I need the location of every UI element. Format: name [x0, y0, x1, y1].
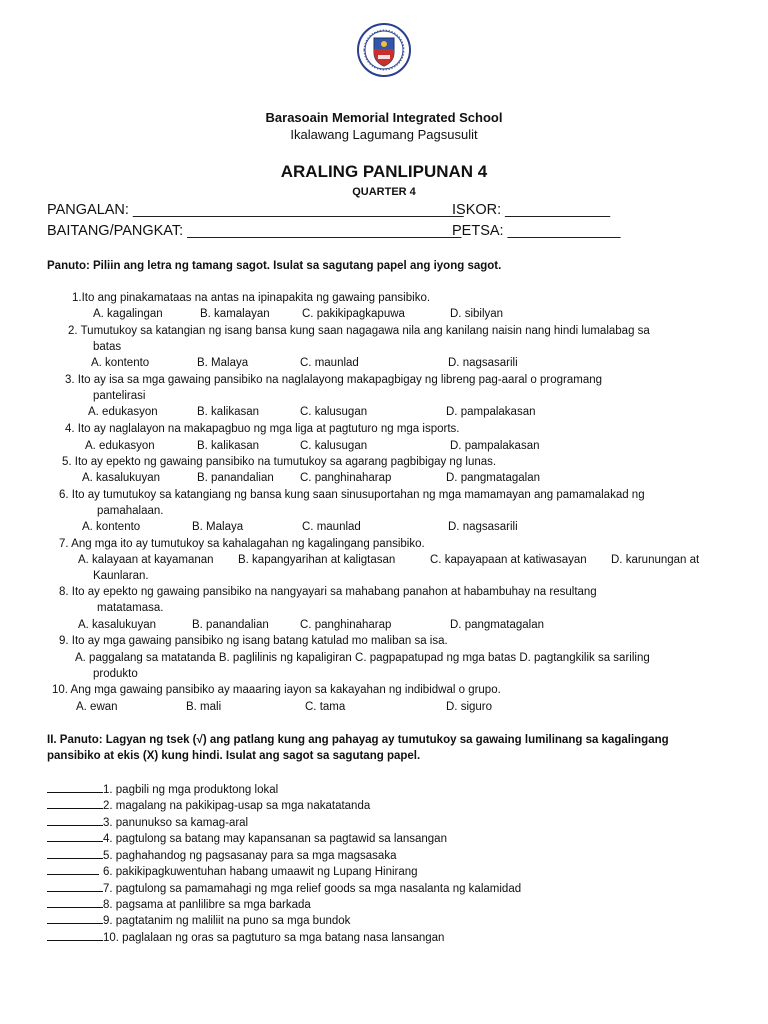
q3-choice-d: D. pampalakasan: [446, 406, 536, 418]
question-6-cont: pamahalaan.: [97, 505, 164, 517]
question-2: 2. Tumutukoy sa katangian ng isang bansa kung saan nagagawa nila ang kanilang naisin nang hindi lumalabag sa: [68, 325, 650, 337]
q1-choice-c: C. pakikipagkapuwa: [302, 308, 405, 320]
q6-choice-a: A. kontento: [82, 521, 141, 533]
q10-choice-d: D. siguro: [446, 701, 493, 713]
q5-choice-b: B. panandalian: [197, 472, 274, 484]
q2-choice-b: B. Malaya: [197, 357, 249, 369]
q8-choice-d: D. pangmatagalan: [450, 619, 544, 631]
q6-choice-b: B. Malaya: [192, 521, 244, 533]
question-3: 3. Ito ay isa sa mga gawaing pansibiko na naglalayong makapagbigay ng libreng pag-aaral o programang: [65, 374, 603, 386]
baitang-field: BAITANG/PANGKAT: __________________________________: [47, 223, 462, 239]
iskor-field: ISKOR: _____________: [452, 202, 611, 218]
q8-choice-a: A. kasalukuyan: [78, 619, 156, 631]
q4-choice-b: B. kalikasan: [197, 440, 260, 452]
q6-choice-d: D. nagsasarili: [448, 521, 518, 533]
q4-choice-c: C. kalusugan: [300, 440, 368, 452]
question-10: 10. Ang mga gawaing pansibiko ay maaaring iayon sa kakayahan ng indibidwal o grupo.: [52, 684, 501, 696]
question-8: 8. Ito ay epekto ng gawaing pansibiko na nangyayari sa mahabang panahon at habambuhay na resultang: [59, 586, 597, 598]
q2-choice-d: D. nagsasarili: [448, 357, 518, 369]
q5-choice-c: C. panghinaharap: [300, 472, 392, 484]
q3-choice-c: C. kalusugan: [300, 406, 368, 418]
tf-item-5: 5. paghahandog ng pagsasanay para sa mga magsasaka: [47, 848, 396, 862]
subject-title: ARALING PANLIPUNAN 4: [280, 162, 488, 181]
q5-choice-a: A. kasalukuyan: [82, 472, 160, 484]
q5-choice-d: D. pangmatagalan: [446, 472, 540, 484]
part1-instruction: Panuto: Piliin ang letra ng tamang sagot. Isulat sa sagutang papel ang iyong sagot.: [47, 260, 502, 272]
tf-item-1: 1. pagbili ng mga produktong lokal: [47, 782, 278, 796]
q8-choice-c: C. panghinaharap: [300, 619, 392, 631]
q7-choice-a: A. kalayaan at kayamanan: [78, 554, 214, 566]
question-5: 5. Ito ay epekto ng gawaing pansibiko na tumutukoy sa agarang pagbibigay ng lunas.: [62, 456, 497, 468]
q10-choice-a: A. ewan: [76, 701, 118, 713]
question-6: 6. Ito ay tumutukoy sa katangiang ng bansa kung saan sinusuportahan ng mga mamamayan ang pamamalakad ng: [59, 489, 645, 501]
tf-item-2: 2. magalang na pakikipag-usap sa mga nakatatanda: [47, 798, 370, 812]
q10-choice-c: C. tama: [305, 701, 346, 713]
tf-item-8: 8. pagsama at panlilibre sa mga barkada: [47, 897, 311, 911]
q1-choice-b: B. kamalayan: [200, 308, 270, 320]
q4-choice-d: D. pampalakasan: [450, 440, 540, 452]
pangalan-field: PANGALAN: _________________________________________: [47, 202, 464, 218]
q3-choice-b: B. kalikasan: [197, 406, 260, 418]
tf-item-3: 3. panunukso sa kamag-aral: [47, 815, 248, 829]
q7-choice-d-cont: Kaunlaran.: [93, 570, 149, 582]
school-name: Barasoain Memorial Integrated School: [265, 110, 503, 125]
question-3-cont: pantelirasi: [93, 390, 146, 402]
q1-choice-a: A. kagalingan: [93, 308, 163, 320]
q7-choice-d: D. karunungan at: [611, 554, 700, 566]
q6-choice-c: C. maunlad: [302, 521, 361, 533]
question-8-cont: matatamasa.: [97, 602, 164, 614]
tf-item-10: 10. paglalaan ng oras sa pagtuturo sa mga batang nasa lansangan: [47, 930, 444, 944]
q1-choice-d: D. sibilyan: [450, 308, 504, 320]
tf-item-9: 9. pagtatanim ng maliliit na puno sa mga bundok: [47, 913, 350, 927]
q9-choices-cont: produkto: [93, 668, 138, 680]
question-1: 1.Ito ang pinakamataas na antas na ipinapakita ng gawaing pansibiko.: [72, 292, 431, 304]
tf-item-7: 7. pagtulong sa pamamahagi ng mga relief goods sa mga nasalanta ng kalamidad: [47, 881, 521, 895]
question-2-cont: batas: [93, 341, 122, 353]
q7-choice-b: B. kapangyarihan at kaligtasan: [238, 554, 396, 566]
question-7: 7. Ang mga ito ay tumutukoy sa kahalagahan ng kagalingang pansibiko.: [59, 538, 425, 550]
q4-choice-a: A. edukasyon: [85, 440, 155, 452]
deped-seal: [356, 22, 412, 78]
q3-choice-a: A. edukasyon: [88, 406, 158, 418]
question-9: 9. Ito ay mga gawaing pansibiko ng isang batang katulad mo maliban sa isa.: [59, 635, 448, 647]
question-4: 4. Ito ay naglalayon na makapagbuo ng mga liga at pagtuturo ng mga isports.: [65, 423, 460, 435]
q8-choice-b: B. panandalian: [192, 619, 269, 631]
exam-title: Ikalawang Lagumang Pagsusulit: [290, 127, 478, 142]
part2-instruction: II. Panuto: Lagyan ng tsek (√) ang patlang kung ang pahayag ay tumutukoy sa gawaing lumilinang sa kagalingang: [47, 734, 669, 746]
q10-choice-b: B. mali: [186, 701, 222, 713]
quarter-label: QUARTER 4: [352, 186, 416, 198]
q7-choice-c: C. kapayapaan at katiwasayan: [430, 554, 587, 566]
q2-choice-c: C. maunlad: [300, 357, 359, 369]
q9-choices: A. paggalang sa matatanda B. paglilinis ng kapaligiran C. pagpapatupad ng mga batas D. pagtangkilik sa sariling: [75, 652, 650, 664]
part2-instruction-cont: pansibiko at ekis (X) kung hindi. Isulat ang sagot sa sagutang papel.: [47, 750, 421, 762]
tf-item-6: 6. pakikipagkuwentuhan habang umaawit ng Lupang Hinirang: [47, 864, 418, 878]
q2-choice-a: A. kontento: [91, 357, 150, 369]
tf-item-4: 4. pagtulong sa batang may kapansanan sa pagtawid sa lansangan: [47, 831, 447, 845]
petsa-field: PETSA: ______________: [452, 223, 621, 239]
